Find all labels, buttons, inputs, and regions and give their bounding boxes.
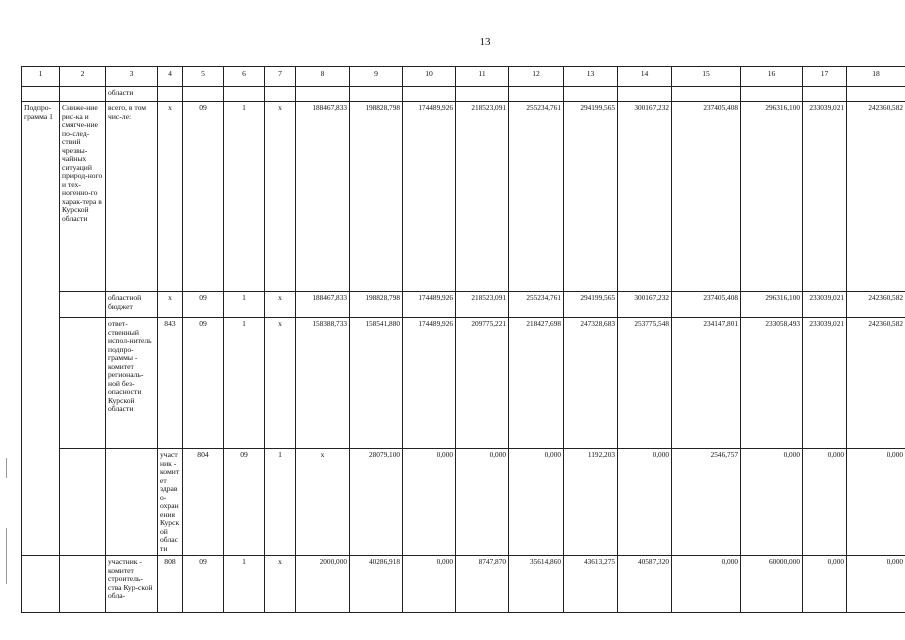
col-header: 13 — [564, 67, 618, 87]
cell-value: 0,000 — [847, 556, 905, 613]
cell-value: 8747,870 — [456, 556, 509, 613]
cell-value: 242360,582 — [847, 102, 905, 292]
col-header: 3 — [106, 67, 158, 87]
cell-value: 158541,880 — [350, 318, 403, 449]
col-header: 10 — [403, 67, 456, 87]
cell-value: 40286,918 — [350, 556, 403, 613]
cell-source: областной бюджет — [106, 292, 158, 318]
cell-source: участник - комитет строитель-ства Кур-ской обла- — [106, 556, 158, 613]
cell-grbs: 808 — [158, 556, 183, 613]
cell-source: участник - комитет здраво-охранения Курской области — [158, 449, 183, 556]
col-header: 2 — [60, 67, 106, 87]
cell-value: 296316,100 — [741, 102, 803, 292]
cell-value: 174489,926 — [403, 318, 456, 449]
cell-target: х — [265, 318, 296, 449]
cell-value: 209775,221 — [456, 318, 509, 449]
cell-value: 60000,000 — [741, 556, 803, 613]
cell-subsection: 1 — [265, 449, 296, 556]
cell-value: 233039,021 — [803, 292, 847, 318]
cell-value: 0,000 — [509, 449, 564, 556]
cell-value: 242360,582 — [847, 292, 905, 318]
cell-grbs: х — [158, 292, 183, 318]
col-header: 5 — [183, 67, 224, 87]
cell-value: 294199,565 — [564, 102, 618, 292]
col-header: 7 — [265, 67, 296, 87]
cell-value: 296316,100 — [741, 292, 803, 318]
cell-value: 188467,833 — [296, 292, 350, 318]
cell-value: 0,000 — [803, 556, 847, 613]
cell-value: 28079,100 — [350, 449, 403, 556]
cell-value: 234147,801 — [672, 318, 741, 449]
cell-value: 40587,320 — [618, 556, 672, 613]
col-header: 1 — [22, 67, 60, 87]
cell-value: 242360,582 — [847, 318, 905, 449]
col-header: 17 — [803, 67, 847, 87]
cell-value: 1192,203 — [564, 449, 618, 556]
cell-value: 158388,733 — [296, 318, 350, 449]
cell-value: 218523,091 — [456, 102, 509, 292]
col-header: 6 — [224, 67, 265, 87]
margin-mark-bottom — [6, 528, 7, 584]
col-header: 11 — [456, 67, 509, 87]
cell-value: 300167,232 — [618, 292, 672, 318]
col-header: 8 — [296, 67, 350, 87]
cell-target: х — [265, 556, 296, 613]
cell-value: 0,000 — [403, 449, 456, 556]
cell-value: 233039,021 — [803, 318, 847, 449]
cell-subsection: 1 — [224, 292, 265, 318]
col-header: 4 — [158, 67, 183, 87]
cell-grbs: 804 — [183, 449, 224, 556]
cell-value: 300167,232 — [618, 102, 672, 292]
cell-value: 253775,548 — [618, 318, 672, 449]
cell-value: 35614,860 — [509, 556, 564, 613]
cell-section: 09 — [224, 449, 265, 556]
cell-value: 218427,698 — [509, 318, 564, 449]
cell-value: 188467,833 — [296, 102, 350, 292]
cell-value: 0,000 — [618, 449, 672, 556]
cell-target: х — [265, 102, 296, 292]
table-row-responsible — [22, 318, 905, 449]
cell-grbs: 843 — [158, 318, 183, 449]
cell-region-continued: области — [106, 87, 158, 102]
col-header: 9 — [350, 67, 403, 87]
cell-value: 43613,275 — [564, 556, 618, 613]
col-header: 15 — [672, 67, 741, 87]
cell-value: 198828,798 — [350, 102, 403, 292]
col-header: 16 — [741, 67, 803, 87]
cell-subprogram-status: Подпро-грамма 1 — [22, 102, 60, 556]
cell-value: 237405,408 — [672, 292, 741, 318]
table-row-construction-committee — [22, 556, 905, 613]
cell-value: 174489,926 — [403, 102, 456, 292]
col-header: 12 — [509, 67, 564, 87]
table-row-total — [22, 102, 905, 292]
cell-subsection: 1 — [224, 556, 265, 613]
budget-table — [21, 66, 905, 613]
col-header: 18 — [847, 67, 905, 87]
cell-value: 218523,091 — [456, 292, 509, 318]
cell-value: 0,000 — [403, 556, 456, 613]
cell-subsection: 1 — [224, 102, 265, 292]
cell-value: 294199,565 — [564, 292, 618, 318]
cell-subprogram-name: Сниже-ние рис-ка и смягче-ние по-след-ствий чрезвы-чайных ситуаций природ-ного и тех-ногенно-го харак-тера в Курской области — [60, 102, 106, 292]
cell-value: 233058,493 — [741, 318, 803, 449]
cell-value: 2546,757 — [672, 449, 741, 556]
cell-target: х — [265, 292, 296, 318]
cell-value: 0,000 — [672, 556, 741, 613]
cell-value: 247328,683 — [564, 318, 618, 449]
cell-section: 09 — [183, 556, 224, 613]
cell-section: 09 — [183, 102, 224, 292]
cell-value: 174489,926 — [403, 292, 456, 318]
cell-section: 09 — [183, 292, 224, 318]
table-row-region-continued — [22, 87, 905, 102]
col-header: 14 — [618, 67, 672, 87]
cell-value: 237405,408 — [672, 102, 741, 292]
cell-value: 0,000 — [741, 449, 803, 556]
cell-value: 255234,761 — [509, 102, 564, 292]
cell-target: х — [296, 449, 350, 556]
header-row — [22, 67, 905, 87]
cell-subsection: 1 — [224, 318, 265, 449]
cell-value: 255234,761 — [509, 292, 564, 318]
cell-value: 0,000 — [456, 449, 509, 556]
cell-value: 198828,798 — [350, 292, 403, 318]
cell-source: ответ-ственный испол-нитель подпро-граммы - комитет региональ-ной без-опасности Курской области — [106, 318, 158, 449]
cell-source: всего, в том чис-ле: — [106, 102, 158, 292]
cell-value: 0,000 — [847, 449, 905, 556]
cell-value: 233039,021 — [803, 102, 847, 292]
cell-section: 09 — [183, 318, 224, 449]
cell-grbs: х — [158, 102, 183, 292]
margin-mark-top — [6, 458, 7, 478]
cell-value: 0,000 — [803, 449, 847, 556]
table-row-regional-budget — [22, 292, 905, 318]
table-row-health-committee — [22, 449, 905, 556]
cell-value: 2000,000 — [296, 556, 350, 613]
page-number: 13 — [479, 36, 491, 48]
